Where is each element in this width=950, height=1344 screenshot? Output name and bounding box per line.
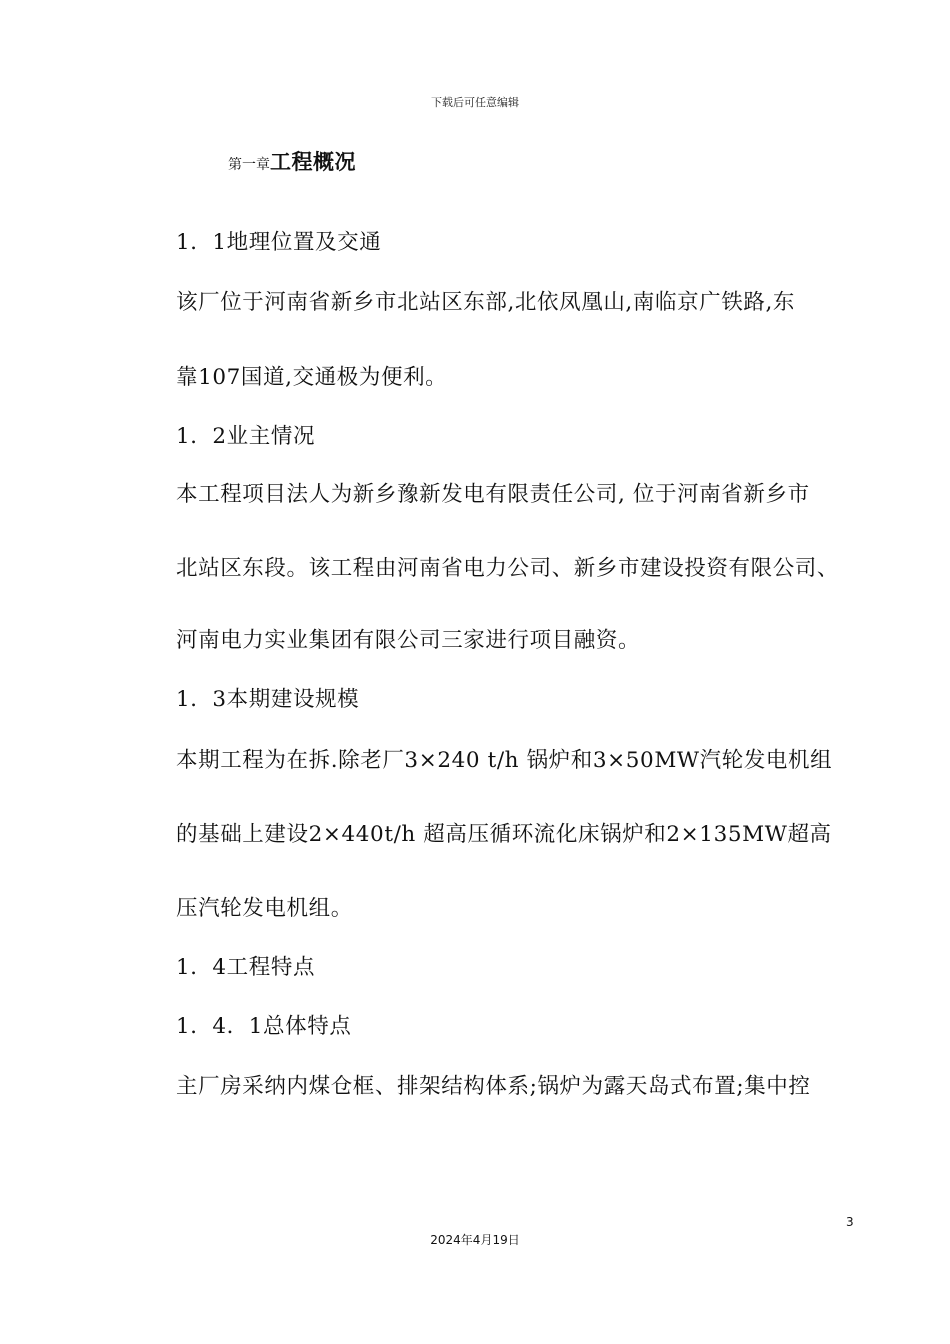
body-line: 河南电力实业集团有限公司三家进行项目融资。 [176, 628, 641, 653]
header-note: 下载后可任意编辑 [431, 96, 519, 109]
body-line: 本工程项目法人为新乡豫新发电有限责任公司, 位于河南省新乡市 [176, 482, 810, 507]
body-line: 的基础上建设2×440t/h 超高压循环流化床锅炉和2×135MW超高 [176, 822, 832, 847]
chapter-prefix: 第一章 [228, 157, 270, 173]
section-heading-1-1: 1．1地理位置及交通 [176, 230, 382, 255]
body-line: 靠107国道,交通极为便利。 [176, 365, 448, 390]
page-number: 3 [846, 1215, 854, 1229]
body-line: 本期工程为在拆.除老厂3×240 t/h 锅炉和3×50MW汽轮发电机组 [176, 748, 833, 773]
subsection-heading-1-4-1: 1．4．1总体特点 [176, 1014, 352, 1039]
chapter-heading [228, 146, 356, 176]
body-line: 主厂房采纳内煤仓框、排架结构体系;锅炉为露天岛式布置;集中控 [176, 1074, 811, 1099]
section-heading-1-2: 1．2业主情况 [176, 424, 316, 449]
body-line: 该厂位于河南省新乡市北站区东部,北依凤凰山,南临京广铁路,东 [176, 290, 796, 315]
chapter-title: 工程概况 [270, 150, 356, 174]
footer-date: 2024年4月19日 [430, 1233, 520, 1247]
body-line: 北站区东段。该工程由河南省电力公司、新乡市建设投资有限公司、 [176, 556, 840, 581]
body-line: 压汽轮发电机组。 [176, 896, 353, 921]
section-heading-1-3: 1．3本期建设规模 [176, 687, 360, 712]
section-heading-1-4: 1．4工程特点 [176, 955, 316, 980]
